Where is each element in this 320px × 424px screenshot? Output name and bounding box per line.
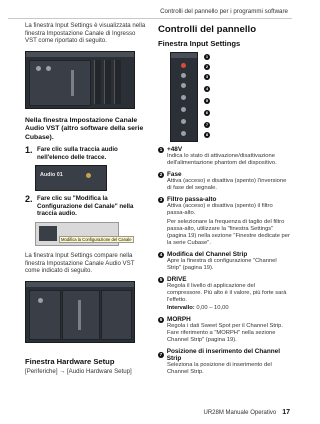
item-number: 1 [159,146,163,152]
callout-8: 8 [205,132,209,137]
track-icon [86,173,91,178]
item-title: MORPH [167,316,191,323]
item-desc: Attiva (acceso) e disattiva (spento) l'inversione di fase del segnale. [167,178,287,191]
callout-6: 6 [205,110,209,115]
item-desc: Regola i dati Sweet Spot per il Channel Strip. Fare riferimento a "MORPH" nella sezione Channel Strip" (pagina 19). [167,323,284,343]
knob [181,73,186,78]
input-settings-figure [158,52,290,140]
screenshot-track-list [35,165,107,191]
knob [181,83,186,88]
item-7 [158,348,290,376]
screenshot-channel-config [35,222,132,246]
item-3 [158,196,290,217]
step-text: Fare clic su "Modifica la Configurazione del Canale" nella traccia audio. [37,195,134,218]
item-3-note [158,219,290,247]
intro-text: La finestra Input Settings è visualizzata nella finestra Impostazione Canale di Ingresso VST come riportato di seguito. [25,22,146,45]
knob [36,66,41,71]
step-number: 1. [25,145,33,155]
item-5-range [158,305,290,312]
item-title: Posizione di inserimento del Channel Strip [166,348,280,362]
after-text: La finestra Input Settings compare nella finestra Impostazione Canale Audio VST come indicato di seguito. [25,251,135,275]
item-title: Fase [167,171,182,178]
screenshot-input-settings [170,52,198,142]
page-footer [204,409,291,416]
callout-1: 1 [205,54,209,59]
hardware-setup-path: [Periferiche] → [Audio Hardware Setup] [25,367,132,375]
page-title: Controlli del pannello [158,24,257,35]
item-desc: Attiva (acceso) e disattiva (spento) il filtro passa-alto. [167,203,273,216]
channel-strip [114,60,121,104]
item-6 [158,316,290,344]
manual-name: UR28M Manuale Operativo [203,409,277,416]
item-title: DRIVE [167,276,187,283]
section-title: Nella finestra Impostazione Canale Audio VST (altro software della serie Cubase). [25,116,144,141]
step-text: Fare clic sulla traccia audio nell'elenco delle tracce. [37,146,118,161]
item-title: Filtro passa-alto [167,196,217,203]
item-title: +48V [167,146,183,153]
left-column [25,22,147,375]
callout-7: 7 [205,122,209,127]
item-5 [158,276,290,304]
channel-strip [104,60,111,104]
callout-4: 4 [205,86,209,91]
tooltip: Modifica la Configurazione del Canale [61,236,132,242]
knob [181,63,186,68]
callout-3: 3 [205,74,209,79]
item-1 [158,146,290,167]
item-number: 7 [159,352,163,357]
step-2 [25,195,147,218]
step-1 [25,146,147,161]
item-number: 5 [159,276,163,282]
fader [71,70,74,96]
header-rule [8,18,292,19]
channel-strip [94,60,101,104]
knob [38,298,43,303]
item-number: 2 [159,171,163,177]
item-desc: Regola il livello di applicazione del compressore. Più alto è il valore, più forte sarà l'effetto. [167,283,287,303]
item-number: 4 [159,251,163,257]
item-desc: Apre la finestra di configurazione "Channel Strip" (pagina 19). [167,258,277,271]
hardware-setup-title: Finestra Hardware Setup [25,356,115,366]
item-number: 6 [159,316,163,322]
screenshot-input-settings-vst [25,51,135,109]
item-2 [158,171,290,192]
callout-column [204,52,224,140]
item-4 [158,251,290,272]
knob [181,119,186,124]
track-label: Audio 01 [40,172,63,179]
knob [181,95,186,100]
window-titlebar [171,53,197,58]
knob [46,66,51,71]
item-desc: Indica lo stato di attivazione/disattivazione dell'alimentazione phantom del dispositivo. [167,153,277,166]
range-value: 0,00 – 10,00 [196,305,229,311]
knob [181,131,186,136]
range-label: Intervallo: [167,305,195,311]
item-list [158,146,290,376]
step-number: 2. [25,194,33,205]
page-number: 17 [282,409,290,416]
screenshot-vst-audio-channel [25,281,135,343]
item-number: 3 [159,196,163,202]
running-header: Controlli del pannello per i programmi software [160,8,288,15]
right-column [158,22,290,376]
window-panel [29,290,61,340]
item-desc: Per selezionare la frequenza di taglio del filtro passa-alto, utilizzare la "finestra Settings" (pagina 19) nella sezione "Finestre dedicate per la serie Cubase". [167,219,290,246]
window-panel [62,290,100,340]
item-desc: Seleziona la posizione di inserimento del Channel Strip. [167,362,272,375]
callout-2: 2 [205,64,209,69]
window-titlebar [26,52,134,57]
item-title: Modifica del Channel Strip [167,251,248,258]
section-subtitle: Finestra Input Settings [158,39,241,48]
fader [78,300,81,330]
window-panel [101,290,132,340]
callout-5: 5 [205,98,209,103]
track-button [39,226,57,241]
window-titlebar [26,282,134,287]
knob [181,107,186,112]
